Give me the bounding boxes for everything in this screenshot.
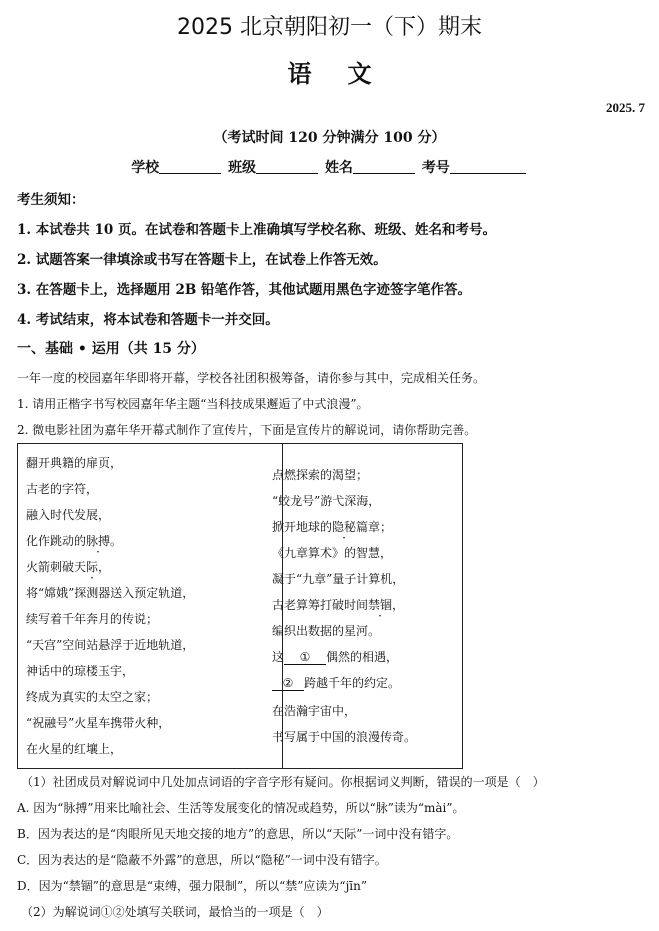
poem-right-line-1: 点燃探索的渴望； <box>272 468 369 482</box>
poem-right-line-2: “蛟龙号”游弋深海， <box>272 494 381 508</box>
poem-left-line-1: 翻开典籍的扉页， <box>26 456 123 470</box>
poem-left-line-6: 将“嫦娥”探测器送入预定轨道， <box>26 586 195 600</box>
question-2: 2. 微电影社团为嘉年华开幕式制作了宣传片，下面是宣传片的解说词，请你帮助完善。 <box>17 423 477 437</box>
poem-left-line-4-text: 化作跳动的 <box>26 534 87 548</box>
poem-right-line-6-text: 古老算筹打破时间 <box>272 598 369 612</box>
dotted-word-jingu: 禁锢 <box>368 598 393 612</box>
poem-left-line-9: 神话中的琼楼玉宇， <box>26 664 135 678</box>
class-blank[interactable] <box>256 159 318 174</box>
option-a[interactable]: A. 因为“脉搏”用来比喻社会、生活等发展变化的情况或趋势，所以“脉”读为“mài”。 <box>17 801 465 815</box>
subject-title: 语文 <box>287 59 408 88</box>
notice-item-3: 3. 在答题卡上，选择题用 2B 铅笔作答，其他试题用黑色字迹签字笔作答。 <box>17 282 471 298</box>
poem-right-line-6-end: ， <box>392 598 405 612</box>
option-b[interactable]: B．因为表达的是“肉眼所见天地交接的地方”的意思，所以“天际”一词中没有错字。 <box>17 827 459 841</box>
exam-no-label: 考号 <box>421 160 450 176</box>
sub-question-1: （1）社团成员对解说词中几处加点词语的字音字形有疑问。你根据词义判断，错误的一项是（ ） <box>21 775 545 789</box>
poem-right-line-8-end: 偶然的相遇， <box>326 650 399 664</box>
poem-left-line-10: 终成为真实的太空之家； <box>26 690 159 704</box>
sub-question-2: （2）为解说词①②处填写关联词，最恰当的一项是（ ） <box>21 905 329 919</box>
poem-left-line-3: 融入时代发展， <box>26 508 111 522</box>
poem-right-line-7: 编织出数据的星河。 <box>272 624 381 638</box>
option-d[interactable]: D．因为“禁锢”的意思是“束缚，强力限制”，所以“禁”应读为“jīn” <box>17 879 367 893</box>
option-c[interactable]: C．因为表达的是“隐蔽不外露”的意思，所以“隐秘”一词中没有错字。 <box>17 853 387 867</box>
notice-item-2: 2. 试题答案一律填涂或书写在答题卡上，在试卷上作答无效。 <box>17 252 387 268</box>
poem-left-line-4 <box>26 532 122 549</box>
poem-right-line-9 <box>272 674 400 691</box>
poem-left-line-4-end: 。 <box>110 534 123 548</box>
poem-right-line-5: 凝于“九章”量子计算机， <box>272 572 405 586</box>
dotted-word-maibo: 脉搏 <box>86 534 111 548</box>
poem-left-line-5-end: ， <box>98 560 111 574</box>
section-intro: 一年一度的校园嘉年华即将开幕，学校各社团积极筹备，请你参与其中，完成相关任务。 <box>17 371 486 385</box>
poem-left-line-12: 在火星的红壤上， <box>26 742 123 756</box>
poem-right-line-9-text: 跨越千年的约定。 <box>304 676 401 690</box>
poem-right-line-3 <box>272 518 392 535</box>
poem-left-line-8: “天宫”空间站悬浮于近地轨道， <box>26 638 195 652</box>
school-blank[interactable] <box>159 159 221 174</box>
poem-right-line-3-end: 篇章； <box>356 520 393 534</box>
poem-right-line-8-text: 这 <box>272 650 285 664</box>
poem-box <box>17 443 463 769</box>
poem-left-line-5 <box>26 558 110 575</box>
question-1: 1. 请用正楷字书写校园嘉年华主题“当科技成果邂逅了中式浪漫”。 <box>17 397 369 411</box>
name-blank[interactable] <box>353 159 415 174</box>
notice-title: 考生须知： <box>17 192 85 208</box>
poem-right-line-4: 《九章算术》的智慧， <box>272 546 393 560</box>
poem-left-line-11: “祝融号”火星车携带火种， <box>26 716 171 730</box>
poem-left-line-7: 续写着千年奔月的传说； <box>26 612 159 626</box>
student-fields <box>0 157 659 177</box>
dotted-word-ji: 际 <box>86 560 99 574</box>
time-info: （考试时间 120 分钟满分 100 分） <box>213 130 446 146</box>
blank-1[interactable]: ① <box>284 650 326 665</box>
exam-no-blank[interactable] <box>450 159 526 174</box>
section-heading: 一、基础 • 运用（共 15 分） <box>17 341 205 357</box>
notice-item-1: 1. 本试卷共 10 页。在试卷和答题卡上准确填写学校名称、班级、姓名和考号。 <box>17 222 496 238</box>
poem-right-line-3-text: 掀开地球的 <box>272 520 333 534</box>
poem-right-line-10: 在浩瀚宇宙中， <box>272 704 357 718</box>
name-label: 姓名 <box>324 160 353 176</box>
class-label: 班级 <box>228 160 257 176</box>
poem-left-line-5-text: 火箭刺破天 <box>26 560 87 574</box>
poem-right-line-11: 书写属于中国的浪漫传奇。 <box>272 730 417 744</box>
poem-left-line-2: 古老的字符， <box>26 482 99 496</box>
school-label: 学校 <box>131 160 160 176</box>
dotted-word-yinmi: 隐秘 <box>332 520 357 534</box>
exam-date: 2025. 7 <box>606 100 645 115</box>
blank-2[interactable]: ② <box>272 676 304 691</box>
exam-title: 2025 北京朝阳初一（下）期末 <box>177 15 482 40</box>
notice-item-4: 4. 考试结束，将本试卷和答题卡一并交回。 <box>17 312 279 328</box>
poem-right-line-6 <box>272 596 404 613</box>
poem-right-line-8 <box>272 648 398 665</box>
